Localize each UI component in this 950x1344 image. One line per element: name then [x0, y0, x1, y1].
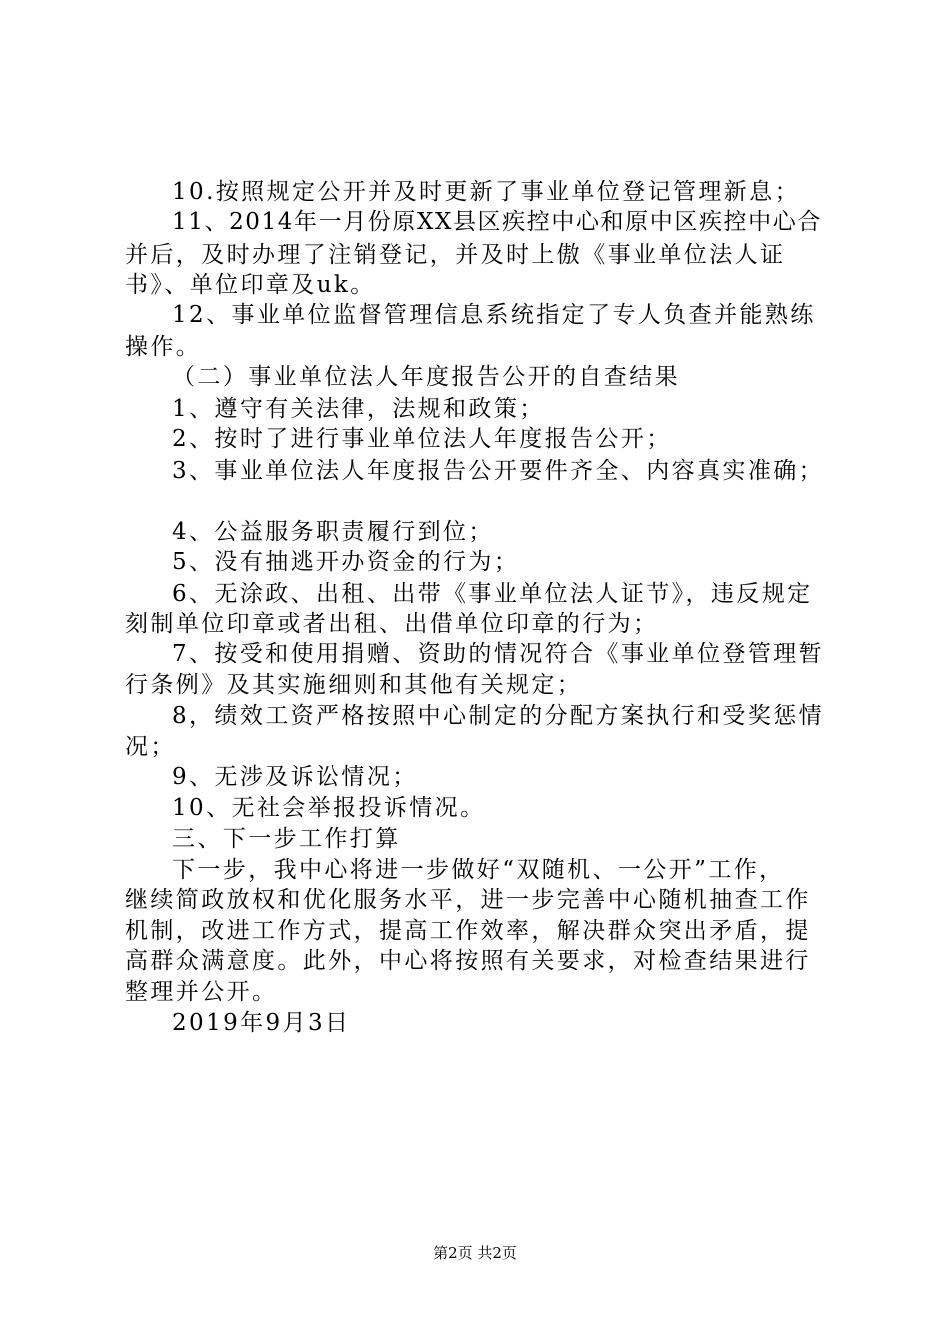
paragraph-line: 行条例》及其实施细则和其他有关规定；: [125, 672, 583, 698]
paragraph-line: 8，绩效工资严格按照中心制定的分配方案执行和受奖惩情: [172, 703, 825, 729]
paragraph-line: 2、按时了进行事业单位法人年度报告公开；: [172, 426, 672, 452]
paragraph-line: 7、按受和使用捐赠、资助的情况符合《事业单位登管理暂: [172, 641, 825, 667]
paragraph-line: 4、公益服务职责履行到位；: [172, 519, 494, 545]
paragraph-line: 5、没有抽逃开办资金的行为；: [172, 549, 520, 575]
document-date: 2019年9月3日: [172, 1010, 351, 1036]
paragraph-line: 操作。: [125, 334, 202, 360]
paragraph-line: 机制，改进工作方式，提高工作效率，解决群众突出矛盾，提: [125, 918, 811, 944]
paragraph-line: 11、2014年一月份原XX县区疾控中心和原中区疾控中心合: [172, 209, 822, 235]
section-heading: （二）事业单位法人年度报告公开的自查结果: [172, 364, 680, 390]
paragraph-line: 10、无社会举报投诉情况。: [172, 795, 486, 821]
paragraph-line: 9、无涉及诉讼情况；: [172, 764, 418, 790]
paragraph-line: 继续简政放权和优化服务水平，进一步完善中心随机抽查工作: [125, 887, 811, 913]
paragraph-line: 整理并公开。: [125, 979, 278, 1005]
paragraph-line: 书》、单位印章及uk。: [125, 272, 376, 298]
paragraph-line: 下一步，我中心将进一步做好“双随机、一公开”工作，: [172, 857, 785, 883]
paragraph-line: 6、无涂政、出租、出带《事业单位法人证节》，违反规定: [172, 581, 813, 607]
page-number-footer: 第2页 共2页: [433, 1244, 517, 1262]
paragraph-line: 并后，及时办理了注销登记，并及时上傲《事业单位法人证: [125, 242, 786, 268]
paragraph-line: 1、遵守有关法律，法规和政策；: [172, 396, 545, 422]
paragraph-line: 12、事业单位监督管理信息系统指定了专人负查并能熟练: [172, 302, 816, 328]
paragraph-line: 况；: [125, 734, 176, 760]
paragraph-line: 刻制单位印章或者出租、出借单位印章的行为；: [125, 611, 659, 637]
paragraph-line: 高群众满意度。此外，中心将按照有关要求，对检查结果进行: [125, 948, 811, 974]
paragraph-line: 10.按照规定公开并及时更新了事业单位登记管理新息；: [172, 179, 800, 205]
section-heading: 三、下一步工作打算: [172, 826, 401, 852]
paragraph-line: 3、事业单位法人年度报告公开要件齐全、内容真实准确；: [172, 458, 825, 484]
